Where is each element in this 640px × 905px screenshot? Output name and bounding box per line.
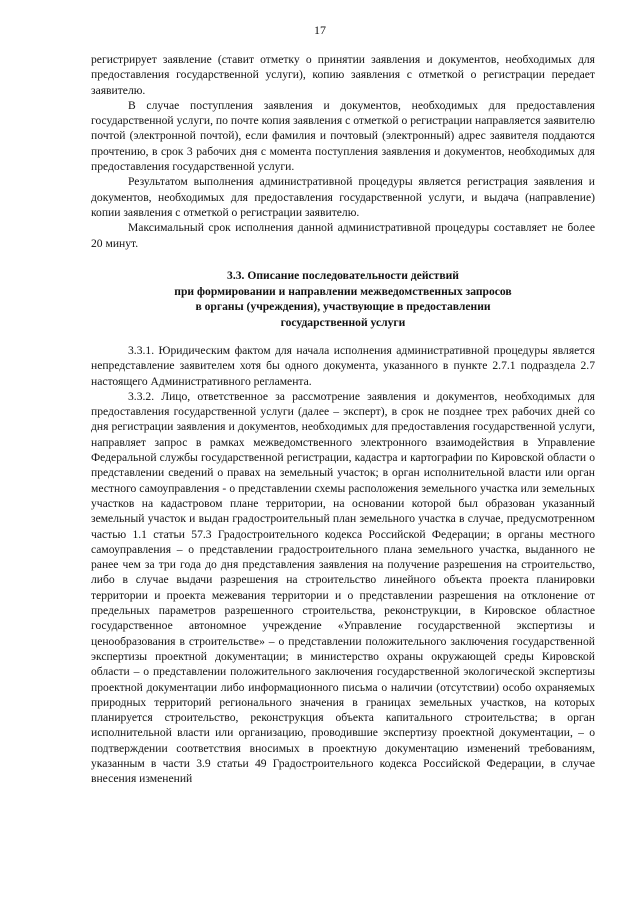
paragraph: В случае поступления заявления и документов, необходимых для предоставления государственной услуги, по почте копия заявления с отметкой о регистрации направляется заявителю почтой (электронной почтой), если фамилия и почтовый (электронный) адрес заявителя поддаются прочтению, в срок 3 рабочих дня с момента поступления заявления и документов, необходимых для предоставления государственной услуги. — [91, 98, 595, 174]
section-heading-line: при формировании и направлении межведомственных запросов — [174, 284, 512, 298]
page-number: 17 — [314, 23, 326, 37]
paragraph: регистрирует заявление (ставит отметку о принятии заявления и документов, необходимых для предоставления государственной услуги), копию заявления с отметкой о регистрации передает заявителю. — [91, 53, 595, 97]
section-heading-line: в органы (учреждения), участвующие в предоставлении — [195, 300, 491, 314]
paragraph: Максимальный срок исполнения данной административной процедуры составляет не более 20 минут. — [91, 221, 595, 250]
intro-paragraphs — [91, 52, 595, 251]
paragraph: Результатом выполнения административной процедуры является регистрация заявления и документов, необходимых для предоставления государственной услуги, и выдача (направление) копии заявления с отметкой о регистрации заявителю. — [91, 175, 595, 219]
section-paragraphs — [91, 343, 595, 787]
section-heading-line: 3.3. Описание последовательности действий — [227, 269, 459, 282]
paragraph: 3.3.2. Лицо, ответственное за рассмотрение заявления и документов, необходимых для предоставления государственной услуги (далее – эксперт), в срок не позднее трех рабочих дней со дня регистрации заявления и документов, необходимых для предоставления государственной услуги, направляет запрос в рамках межведомственного электронного взаимодействия в Управление Федеральной службы государственной регистрации, кадастра и картографии по Кировской области о представлении сведений о правах на земельный участок; в орган исполнительной власти или орган местного самоуправления - о представлении схемы расположения земельного участка или земельных участков на кадастровом плане территории, на основании которой был образован указанный земельный участок и выдан градостроительный план земельного участка в случае, предусмотренном частью 1.1 статьи 57.3 Градостроительного кодекса Российской Федерации; в органы местного самоуправления – о представлении градостроительного плана земельного участка, выданного не ранее чем за три года до дня представления заявления на получение разрешения на строительство, либо в случае выдачи разрешения на строительство линейного объекта проекта планировки территории и проекта межевания территории и о представлении разрешения на отклонение от предельных параметров разрешенного строительства, реконструкции, в Кировское областное государственное автономное учреждение «Управление государственной экспертизы и ценообразования в строительстве» – о представлении положительного заключения государственной экспертизы проектной документации; в министерство охраны окружающей среды Кировской области – о представлении положительного заключения государственной экологической экспертизы проектной документации либо информационного письма о наличии (отсутствии) особо охраняемых природных территорий регионального значения в границах земельных участков, на которых планируется строительство, реконструкция объекта капитального строительства; в орган исполнительной власти или организацию, проводившие экспертизу проектной документации, – о подтверждении соответствия вносимых в проектную документацию изменений требованиям, указанным в части 3.9 статьи 49 Градостроительного кодекса Российской Федерации, в случае внесения изменений — [91, 389, 595, 786]
section-heading — [91, 268, 595, 330]
section-heading-line: государственной услуги — [280, 315, 406, 329]
paragraph: 3.3.1. Юридическим фактом для начала исполнения административной процедуры является непредставление заявителем хотя бы одного документа, указанного в пункте 2.7.1 подраздела 2.7 настоящего Административного регламента. — [91, 344, 595, 388]
